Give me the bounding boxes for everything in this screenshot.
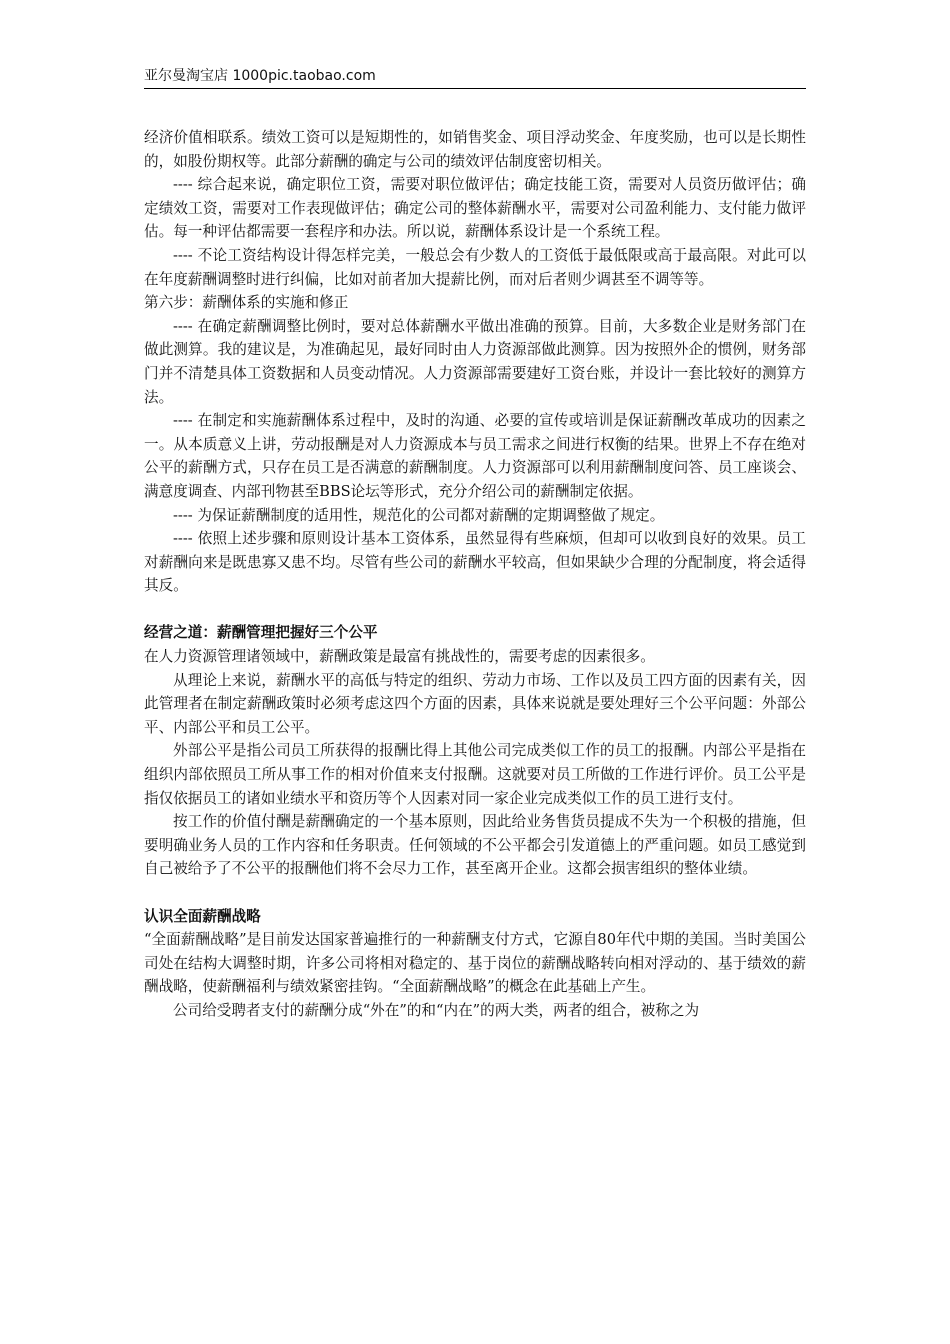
paragraph: ---- 不论工资结构设计得怎样完美，一般总会有少数人的工资低于最低限或高于最高限。对此可以在年度薪酬调整时进行纠偏，比如对前者加大提薪比例，而对后者则少调甚至不调等等。: [144, 246, 806, 288]
paragraph: 从理论上来说，薪酬水平的高低与特定的组织、劳动力市场、工作以及员工四方面的因素有关，因此管理者在制定薪酬政策时必须考虑这四个方面的因素，具体来说就是要处理好三个公平问题：外部公平、内部公平和员工公平。: [144, 671, 806, 736]
header-shop-url: 1000pic.taobao.com: [232, 68, 376, 84]
paragraph: 外部公平是指公司员工所获得的报酬比得上其他公司完成类似工作的员工的报酬。内部公平是指在组织内部依照员工所从事工作的相对价值来支付报酬。这就要对员工所做的工作进行评价。员工公平是指仅依据员工的诸如业绩水平和资历等个人因素对同一家企业完成类似工作的员工进行支付。: [144, 742, 806, 807]
paragraph: “全面薪酬战略”是目前发达国家普遍推行的一种薪酬支付方式，它源自80年代中期的美国。当时美国公司处在结构大调整时期，许多公司将相对稳定的、基于岗位的薪酬战略转向相对浮动的、基于绩效的薪酬战略，使薪酬福利与绩效紧密挂钩。“全面薪酬战略”的概念在此基础上产生。: [144, 931, 806, 996]
paragraph: ---- 在确定薪酬调整比例时，要对总体薪酬水平做出准确的预算。目前，大多数企业是财务部门在做此测算。我的建议是，为准确起见，最好同时由人力资源部做此测算。因为按照外企的惯例，财务部门并不清楚具体工资数据和人员变动情况。人力资源部需要建好工资台账，并设计一套比较好的测算方法。: [144, 317, 806, 406]
paragraph: ---- 在制定和实施薪酬体系过程中，及时的沟通、必要的宣传或培训是保证薪酬改革成功的因素之一。从本质意义上讲，劳动报酬是对人力资源成本与员工需求之间进行权衡的结果。世界上不存在绝对公平的薪酬方式，只存在员工是否满意的薪酬制度。人力资源部可以利用薪酬制度问答、员工座谈会、满意度调查、内部刊物甚至BBS论坛等形式，充分介绍公司的薪酬制定依据。: [144, 412, 806, 500]
paragraph: ---- 为保证薪酬制度的适用性，规范化的公司都对薪酬的定期调整做了规定。: [173, 506, 665, 524]
paragraph: 按工作的价值付酬是薪酬确定的一个基本原则，因此给业务售货员提成不失为一个积极的措施，但要明确业务人员的工作内容和任务职责。任何领域的不公平都会引发道德上的严重问题。如员工感觉到自己被给予了不公平的报酬他们将不会尽力工作，甚至离开企业。这都会损害组织的整体业绩。: [144, 813, 806, 878]
paragraph: 公司给受聘者支付的薪酬分成“外在”的和“内在”的两大类，两者的组合，被称之为: [173, 1001, 700, 1019]
header-shop-name: 亚尔曼淘宝店: [144, 68, 233, 84]
paragraph: ---- 综合起来说，确定职位工资，需要对职位做评估；确定技能工资，需要对人员资历做评估；确定绩效工资，需要对工作表现做评估；确定公司的整体薪酬水平，需要对公司盈利能力、支付能力做评估。每一种评估都需要一套程序和办法。所以说，薪酬体系设计是一个系统工程。: [144, 176, 806, 241]
section-title: 认识全面薪酬战略: [144, 907, 261, 925]
paragraph: ---- 依照上述步骤和原则设计基本工资体系，虽然显得有些麻烦，但却可以收到良好的效果。员工对薪酬向来是既患寡又患不均。尽管有些公司的薪酬水平较高，但如果缺少合理的分配制度，将会适得其反。: [144, 530, 806, 595]
document-body: [144, 126, 806, 1023]
step-heading: 第六步：薪酬体系的实施和修正: [144, 294, 349, 312]
blank-line: [144, 598, 806, 622]
section-title: 经营之道：薪酬管理把握好三个公平: [144, 624, 378, 642]
blank-line: [144, 881, 806, 905]
page-header: [144, 66, 806, 89]
paragraph: 经济价值相联系。绩效工资可以是短期性的，如销售奖金、项目浮动奖金、年度奖励，也可以是长期性的，如股份期权等。此部分薪酬的确定与公司的绩效评估制度密切相关。: [144, 129, 806, 170]
paragraph: 在人力资源管理诸领域中，薪酬政策是最富有挑战性的，需要考虑的因素很多。: [144, 648, 655, 666]
